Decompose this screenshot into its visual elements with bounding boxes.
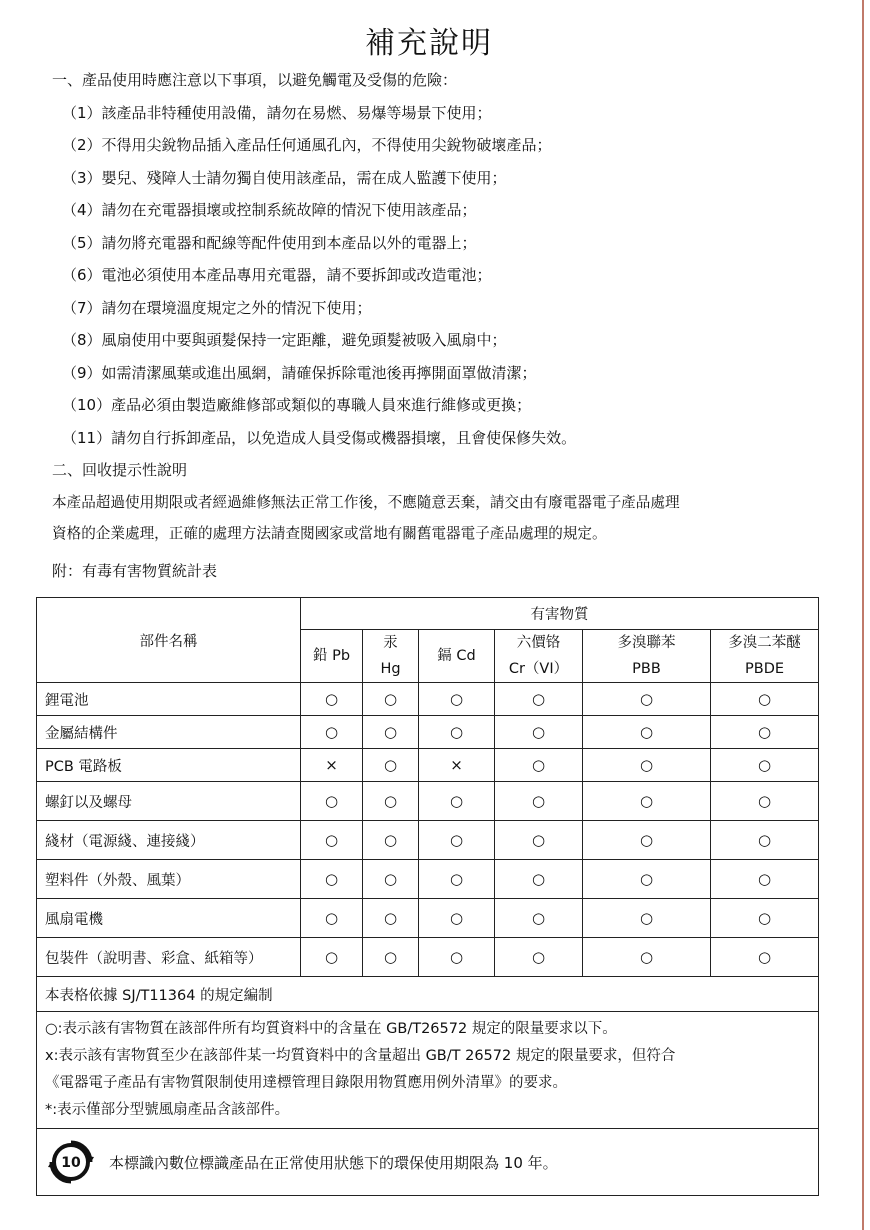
hazardous-substances-table <box>36 597 819 1196</box>
substance-mark-cell: ○ <box>363 821 419 860</box>
column-header-pbb: 多溴聯苯 PBB <box>583 630 711 683</box>
legend-note: *:表示僅部分型號風扇產品含該部件。 <box>45 1102 290 1118</box>
substance-mark-cell: ○ <box>495 860 583 899</box>
section2-heading: 二、回收提示性說明 <box>52 461 188 479</box>
recycling-paragraph-line: 資格的企業處理，正確的處理方法請查閱國家或當地有關舊電器電子產品處理的規定。 <box>52 524 607 542</box>
safety-item: （7）請勿在環境溫度規定之外的情況下使用； <box>62 298 372 317</box>
substance-mark-cell: ○ <box>301 782 363 821</box>
part-name-cell: 塑料件（外殼、風葉） <box>37 860 301 899</box>
substance-mark-cell: ○ <box>583 821 711 860</box>
substance-mark-cell: ○ <box>301 683 363 716</box>
legend-notes <box>37 1012 819 1129</box>
recycling-paragraph-line: 本產品超過使用期限或者經過維修無法正常工作後，不應隨意丟棄，請交由有廢電器電子產品處理 <box>52 493 680 511</box>
substance-mark-cell: ○ <box>495 683 583 716</box>
substance-mark-cell: ○ <box>301 938 363 977</box>
table-row <box>37 938 819 977</box>
substance-mark-cell: ○ <box>583 938 711 977</box>
substance-mark-cell: ○ <box>363 716 419 749</box>
table-body <box>37 683 819 977</box>
hazard-header: 有害物質 <box>301 598 819 630</box>
substance-mark-cell: ○ <box>711 899 819 938</box>
substance-mark-cell: ○ <box>495 899 583 938</box>
safety-item: （3）嬰兒、殘障人士請勿獨自使用該產品，需在成人監護下使用； <box>62 168 507 187</box>
table-row <box>37 860 819 899</box>
substance-mark-cell: ○ <box>495 716 583 749</box>
substance-mark-cell: ○ <box>711 683 819 716</box>
hazardous-substances-table-wrap <box>36 597 818 1196</box>
substance-mark-cell: ○ <box>583 749 711 782</box>
substance-mark-cell: ○ <box>419 938 495 977</box>
substance-mark-cell: ○ <box>495 938 583 977</box>
part-name-cell: 螺釘以及螺母 <box>37 782 301 821</box>
substance-mark-cell: ○ <box>495 821 583 860</box>
part-name-cell: 鋰電池 <box>37 683 301 716</box>
safety-item: （2）不得用尖銳物品插入產品任何通風孔內，不得使用尖銳物破壞產品； <box>62 136 552 154</box>
safety-item: （10）產品必須由製造廠維修部或類似的專職人員來進行維修或更換； <box>62 396 532 414</box>
safety-item: （9）如需清潔風葉或進出風網，請確保拆除電池後再擰開面罩做清潔； <box>62 363 537 382</box>
table-row <box>37 716 819 749</box>
table-row <box>37 683 819 716</box>
eco-label-cell <box>37 1129 819 1196</box>
substance-mark-cell: ○ <box>583 782 711 821</box>
substance-mark-cell: ○ <box>363 899 419 938</box>
substance-mark-cell: × <box>419 749 495 782</box>
table-row <box>37 782 819 821</box>
safety-item: （6）電池必須使用本產品專用充電器，請不要拆卸或改造電池； <box>62 266 492 284</box>
substance-mark-cell: ○ <box>419 860 495 899</box>
substance-mark-cell: ○ <box>419 821 495 860</box>
substance-mark-cell: ○ <box>711 938 819 977</box>
table-row <box>37 899 819 938</box>
table-basis-note: 本表格依據 SJ/T11364 的規定編制 <box>37 977 819 1012</box>
table-row <box>37 821 819 860</box>
substance-mark-cell: ○ <box>363 683 419 716</box>
substance-mark-cell: × <box>301 749 363 782</box>
part-name-cell: PCB 電路板 <box>37 749 301 782</box>
substance-mark-cell: ○ <box>583 716 711 749</box>
substance-mark-cell: ○ <box>301 821 363 860</box>
part-name-cell: 金屬結構件 <box>37 716 301 749</box>
substance-mark-cell: ○ <box>583 860 711 899</box>
substance-mark-cell: ○ <box>301 899 363 938</box>
substance-mark-cell: ○ <box>363 782 419 821</box>
logo-number: 10 <box>61 1155 81 1171</box>
legend-note: ○:表示該有害物質在該部件所有均質資料中的含量在 GB/T26572 規定的限量要求以下。 <box>45 1021 617 1037</box>
page-title: 補充說明 <box>365 26 493 61</box>
substance-mark-cell: ○ <box>711 782 819 821</box>
safety-item: （5）請勿將充電器和配線等配件使用到本產品以外的電器上； <box>62 233 477 252</box>
appendix-title: 附：有毒有害物質統計表 <box>52 561 218 580</box>
environmental-use-period-icon <box>47 1138 95 1186</box>
substance-mark-cell: ○ <box>363 860 419 899</box>
safety-item: （4）請勿在充電器損壞或控制系統故障的情況下使用該產品； <box>62 201 477 219</box>
substance-mark-cell: ○ <box>301 716 363 749</box>
column-header-cr6: 六價铬 Cr（VI） <box>495 630 583 683</box>
substance-mark-cell: ○ <box>419 716 495 749</box>
eco-label-text: 本標識內數位標識產品在正常使用狀態下的環保使用期限為 10 年。 <box>109 1153 558 1172</box>
substance-mark-cell: ○ <box>419 683 495 716</box>
table-row <box>37 749 819 782</box>
page-edge-rule <box>862 0 864 1230</box>
safety-item: （11）請勿自行拆卸產品，以免造成人員受傷或機器損壞，且會使保修失效。 <box>62 428 577 447</box>
substance-mark-cell: ○ <box>363 938 419 977</box>
substance-mark-cell: ○ <box>495 782 583 821</box>
substance-mark-cell: ○ <box>711 821 819 860</box>
instructions-section <box>52 64 822 587</box>
substance-mark-cell: ○ <box>419 899 495 938</box>
part-name-header: 部件名稱 <box>37 598 301 683</box>
substance-mark-cell: ○ <box>301 860 363 899</box>
column-header-hg: 汞 Hg <box>363 630 419 683</box>
substance-mark-cell: ○ <box>495 749 583 782</box>
substance-mark-cell: ○ <box>711 716 819 749</box>
safety-item: （1）該產品非特種使用設備，請勿在易燃、易爆等場景下使用； <box>62 103 492 122</box>
part-name-cell: 綫材（電源綫、連接綫） <box>37 821 301 860</box>
substance-mark-cell: ○ <box>419 782 495 821</box>
part-name-cell: 包裝件（說明書、彩盒、紙箱等） <box>37 938 301 977</box>
substance-mark-cell: ○ <box>583 683 711 716</box>
safety-item: （8）風扇使用中要與頭髮保持一定距離，避免頭髮被吸入風扇中； <box>62 331 507 349</box>
substance-mark-cell: ○ <box>363 749 419 782</box>
column-header-cd: 鎘 Cd <box>419 630 495 683</box>
column-header-pb: 鉛 Pb <box>301 630 363 683</box>
legend-note: 《電器電子產品有害物質限制使用達標管理目錄限用物質應用例外清單》的要求。 <box>45 1075 567 1091</box>
legend-note: x:表示該有害物質至少在該部件某一均質資料中的含量超出 GB/T 26572 規定的限量要求，但符合 <box>45 1048 676 1064</box>
substance-mark-cell: ○ <box>711 749 819 782</box>
substance-mark-cell: ○ <box>583 899 711 938</box>
column-header-pbde: 多溴二苯醚 PBDE <box>711 630 819 683</box>
part-name-cell: 風扇電機 <box>37 899 301 938</box>
section1-heading: 一、產品使用時應注意以下事項，以避免觸電及受傷的危險： <box>52 71 458 89</box>
substance-mark-cell: ○ <box>711 860 819 899</box>
